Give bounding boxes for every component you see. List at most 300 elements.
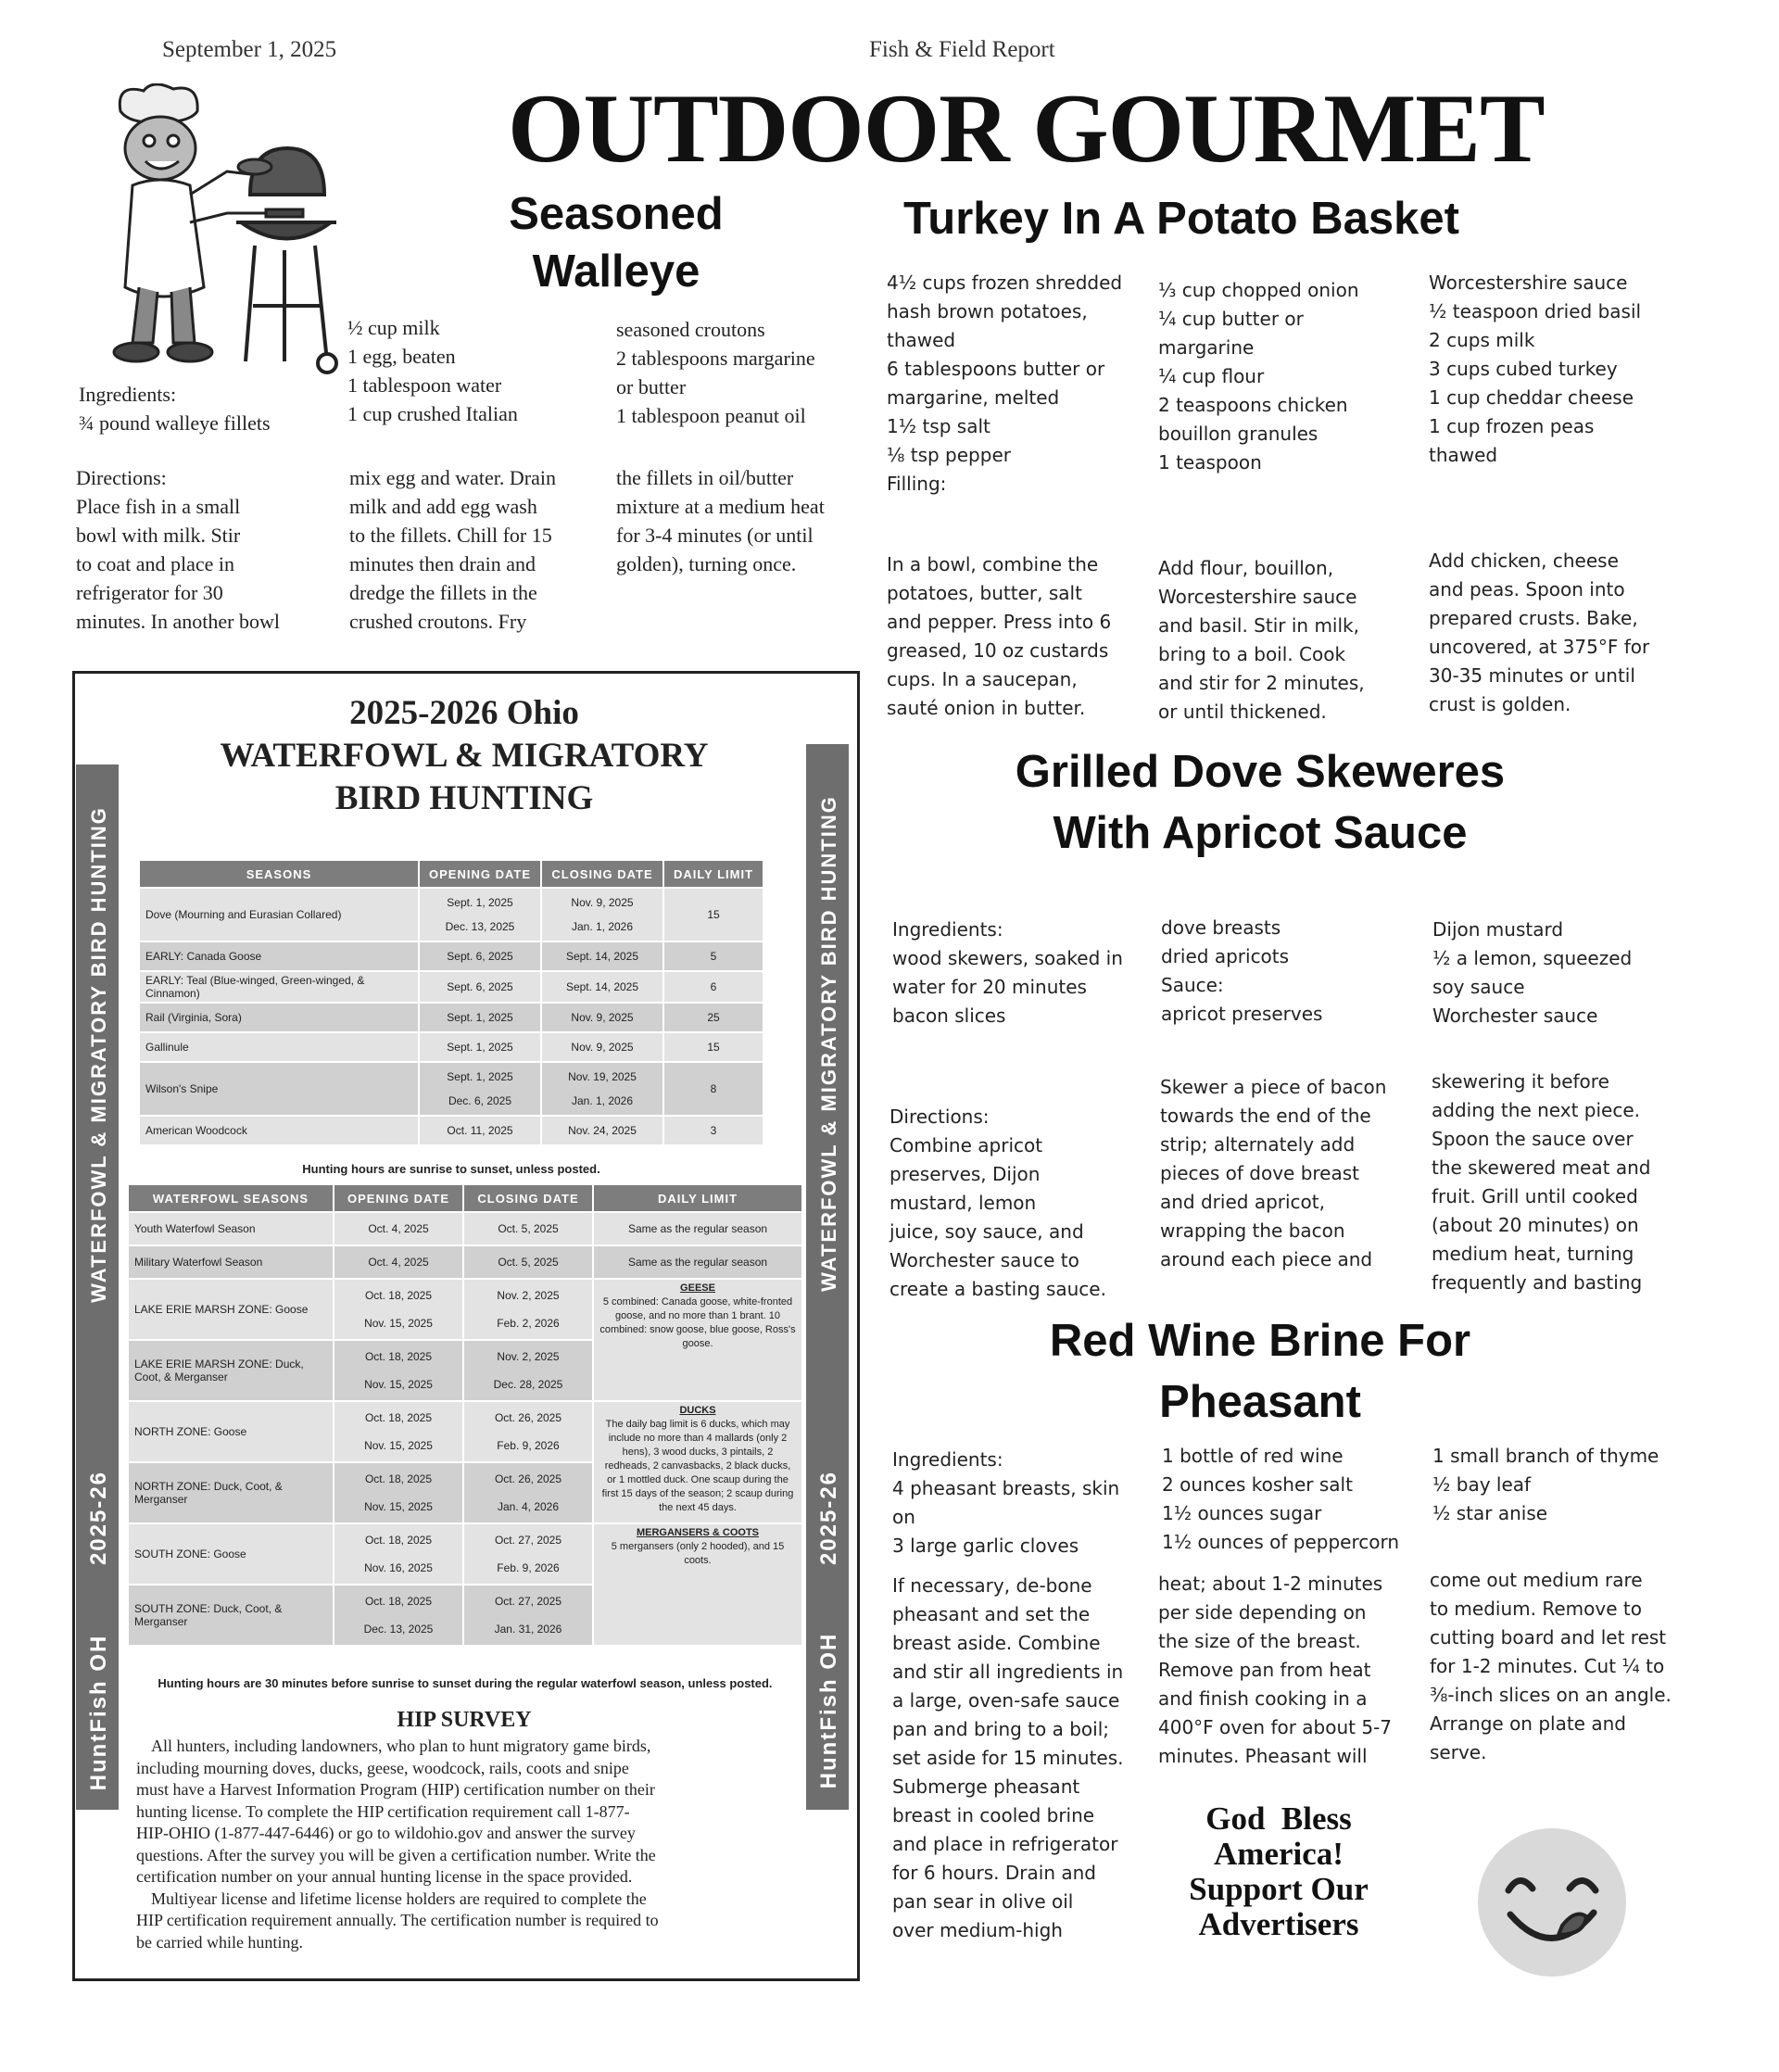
closing-date [541,1003,663,1032]
date-line: Oct. 11, 2025 [447,1124,513,1137]
pheasant-directions-col2 [1158,1570,1392,1771]
closing-date [541,1062,663,1116]
table-note: Hunting hours are 30 minutes before sunrise to sunset during the regular waterfowl season, unless posted. [158,1676,773,1690]
date-line: Sept. 14, 2025 [565,950,639,963]
column-header: SEASONS [139,860,419,888]
table-row [128,1279,802,1340]
direction-line: fruit. Grill until cooked [1432,1185,1638,1207]
section-name: Fish & Field Report [869,37,1055,62]
direction-line: milk and add egg wash [349,495,537,518]
turkey-title: Turkey In A Potato Basket [903,194,1459,244]
notice-line: Advertisers [1198,1906,1359,1942]
direction-line: ⅜-inch slices on an angle. [1430,1684,1672,1706]
column-header: OPENING DATE [334,1184,463,1212]
dove-title-line: With Apricot Sauce [1053,808,1468,858]
date-line: Feb. 2, 2026 [497,1317,560,1330]
date-line: Nov. 15, 2025 [364,1439,433,1452]
grill-icon [236,148,336,373]
dove-ingredients-col1 [892,916,1123,1030]
daily-limit: 15 [663,1032,763,1062]
date-line: Sept. 6, 2025 [447,980,513,993]
direction-line: mustard, lemon [890,1192,1037,1214]
direction-line: mixture at a medium heat [616,495,825,518]
date-line: Oct. 5, 2025 [498,1256,559,1269]
direction-line: to coat and place in [76,552,235,575]
ingredient-line: 1½ ounces sugar [1162,1502,1322,1524]
ingredients-label: Ingredients: [79,383,177,406]
daily-limit: 25 [663,1003,763,1032]
direction-line: a large, oven-safe sauce [892,1689,1120,1712]
left-side-band [76,764,119,1810]
ingredient-line: 1 cup cheddar cheese [1429,386,1634,409]
date-line: Jan. 4, 2026 [497,1500,560,1513]
ingredient-line: 1 cup frozen peas [1429,415,1595,437]
ingredient-line: ½ a lemon, squeezed [1432,947,1633,969]
direction-line: Worcestershire sauce [1158,586,1357,608]
season-name: Wilson's Snipe [139,1062,419,1116]
ingredient-line: Ingredients: [892,1448,1003,1471]
table-row [139,1062,763,1116]
ingredient-line: margarine [1158,336,1255,359]
date-line: Nov. 15, 2025 [364,1500,433,1513]
dove-ingredients-col2 [1161,914,1322,1029]
closing-date [463,1340,593,1401]
direction-line: and finish cooking in a [1158,1687,1368,1710]
opening-date [419,1003,541,1032]
direction-line: the skewered meat and [1432,1156,1651,1179]
direction-line: preserves, Dijon [890,1163,1041,1185]
hip-line: certification number on your annual hunting license in the space provided. [136,1867,633,1886]
dove-directions-col3 [1432,1068,1650,1297]
date-line: Oct. 26, 2025 [494,1411,562,1424]
walleye-directions-col3 [616,463,825,578]
walleye-directions-col1 [76,463,280,636]
yum-face-icon [1473,1824,1631,1981]
daily-limit [593,1279,802,1401]
opening-date [419,941,541,971]
direction-line: pieces of dove breast [1160,1162,1359,1184]
direction-line: Skewer a piece of bacon [1160,1076,1387,1098]
date-line: Jan. 1, 2026 [571,1094,634,1107]
direction-line: In a bowl, combine the [887,553,1099,575]
closing-date [541,1116,663,1145]
closing-date [463,1245,593,1279]
date-line: Oct. 18, 2025 [364,1350,433,1363]
walleye-title-line: Walleye [532,246,700,297]
direction-line: and stir all ingredients in [892,1661,1124,1683]
direction-line: cutting board and let rest [1430,1626,1667,1649]
closing-date [463,1462,593,1523]
direction-line: uncovered, at 375°F for [1429,636,1650,658]
direction-line: to the fillets. Chill for 15 [349,524,552,547]
date-line: Jan. 31, 2026 [494,1623,562,1636]
direction-line: 30-35 minutes or until [1429,664,1635,687]
direction-line: pheasant and set the [892,1603,1091,1625]
direction-line: and place in refrigerator [892,1833,1118,1855]
ingredient-line: hash brown potatoes, [887,300,1088,322]
direction-line: breast aside. Combine [892,1632,1101,1654]
walleye-ingredients-col1 [79,380,271,437]
season-name: Rail (Virginia, Sora) [139,1003,419,1032]
direction-line: skewering it before [1432,1070,1609,1093]
direction-line: Add flour, bouillon, [1158,557,1334,579]
limit-heading: GEESE [680,1282,715,1294]
date-line: Dec. 13, 2025 [445,920,515,933]
date-line: Oct. 4, 2025 [368,1256,429,1269]
ingredient-line: Sauce: [1161,974,1224,996]
hip-survey-text [136,1736,803,1953]
walleye-title [459,185,774,300]
limit-heading: DUCKS [679,1405,716,1416]
date-line: Nov. 24, 2025 [568,1124,637,1137]
side-band-text: WATERFOWL & MIGRATORY BIRD HUNTING [87,806,110,1303]
season-name: Youth Waterfowl Season [128,1212,334,1245]
daily-limit: Same as the regular season [593,1212,802,1245]
ingredient-line: 6 tablespoons butter or [887,358,1105,380]
opening-date [334,1523,463,1585]
date-line: Feb. 9, 2026 [497,1561,560,1574]
daily-limit [593,1401,802,1523]
direction-line: and dried apricot, [1160,1191,1325,1213]
direction-line: or until thickened. [1158,701,1327,723]
closing-date [541,971,663,1003]
opening-date [334,1401,463,1462]
ingredient-line: wood skewers, soaked in [892,947,1123,969]
hip-line: including mourning doves, ducks, geese, woodcock, rails, coots and snipe [136,1758,629,1777]
direction-line: around each piece and [1160,1248,1373,1270]
ingredient-line: dove breasts [1161,916,1281,939]
hip-line: Multiyear license and lifetime license holders are required to complete the [151,1889,647,1908]
side-band-text: WATERFOWL & MIGRATORY BIRD HUNTING [817,795,840,1292]
direction-line: minutes then drain and [349,552,536,575]
date-line: Nov. 2, 2025 [497,1289,560,1302]
date-line: Dec. 6, 2025 [448,1094,512,1107]
direction-line: and stir for 2 minutes, [1158,672,1365,694]
ingredient-line: 1½ ounces of peppercorn [1162,1531,1400,1553]
pheasant-title [890,1310,1631,1433]
direction-line: sauté onion in butter. [887,697,1086,719]
date-line: Jan. 1, 2026 [571,920,634,933]
direction-line: towards the end of the [1160,1105,1371,1127]
opening-date [334,1245,463,1279]
direction-line: Combine apricot [890,1134,1043,1156]
dove-title-line: Grilled Dove Skeweres [1015,747,1506,797]
date-line: Nov. 19, 2025 [568,1070,637,1083]
dove-ingredients-col3 [1432,916,1632,1030]
opening-date [419,971,541,1003]
waterfowl-hunting-box [72,671,860,1981]
pheasant-ingredients-col3 [1432,1442,1659,1528]
ingredient-line: Filling: [887,473,947,495]
direction-line: and peas. Spoon into [1429,578,1625,600]
opening-date [334,1585,463,1646]
date-line: Oct. 5, 2025 [498,1222,559,1235]
dove-title [890,741,1631,864]
ingredient-line: Worcestershire sauce [1429,272,1628,294]
ingredient-line: thawed [887,329,956,351]
walleye-ingredients-col3 [616,315,815,430]
side-band-year: 2025-26 [816,1470,841,1566]
closing-date [463,1279,593,1340]
table-row [128,1401,802,1462]
date-line: Nov. 2, 2025 [497,1350,560,1363]
ingredient-line: apricot preserves [1161,1003,1323,1025]
ingredient-line: ¾ pound walleye fillets [79,411,271,435]
ingredient-line: on [892,1506,915,1528]
ingredient-line: 1 tablespoon peanut oil [616,404,806,427]
ingredient-line: 1 egg, beaten [347,345,456,368]
date-line: Oct. 18, 2025 [364,1595,433,1608]
ingredient-line: Dijon mustard [1432,918,1564,941]
ingredient-line: 1 cup crushed Italian [347,402,518,425]
table-row [128,1212,802,1245]
notice-line: America! [1214,1836,1344,1872]
turkey-directions-col2 [1158,554,1365,726]
limit-text: 5 combined: Canada goose, white-fronted goose, and no more than 1 brant. 10 combined: snow goose, blue goose, Ross's goose. [599,1296,796,1349]
hip-line: HIP certification requirement annually. The certification number is required to [136,1911,659,1929]
direction-line: pan sear in olive oil [892,1890,1074,1913]
opening-date [334,1462,463,1523]
limit-text: The daily bag limit is 6 ducks, which may include no more than 4 mallards (only 2 hens), 3 wood ducks, 3 pintails, 2 redheads, 2 canvasbacks, 2 black ducks, or 1 mottled duck. One scaup during the first 15 days of the season; 2 scaup during the next 45 days. [601,1419,794,1513]
date-line: Oct. 27, 2025 [494,1534,562,1547]
opening-date [419,1062,541,1116]
migratory-seasons-table [138,859,764,1146]
daily-limit: 15 [663,888,763,941]
ingredient-line: soy sauce [1432,976,1525,998]
ingredient-line: 1 small branch of thyme [1432,1445,1659,1467]
ingredient-line: Ingredients: [892,918,1003,941]
direction-line: for 6 hours. Drain and [892,1862,1096,1884]
ingredient-line: 1 bottle of red wine [1162,1445,1344,1467]
column-header: DAILY LIMIT [593,1184,802,1212]
direction-line: bowl with milk. Stir [76,524,241,547]
date-line: Nov. 9, 2025 [571,896,634,909]
pheasant-directions-col1 [892,1572,1124,1945]
turkey-ingredients-col2 [1158,276,1359,477]
column-header: WATERFOWL SEASONS [128,1184,334,1212]
direction-line: crust is golden. [1429,693,1571,715]
closing-date [463,1401,593,1462]
dove-directions-col2 [1160,1073,1386,1274]
side-band-brand: HuntFish OH [86,1634,111,1791]
date-line: Sept. 1, 2025 [447,896,513,909]
date-line: Nov. 9, 2025 [571,1041,634,1054]
ingredient-line: 4 pheasant breasts, skin [892,1477,1120,1499]
direction-line: wrapping the bacon [1160,1219,1345,1242]
direction-line: heat; about 1-2 minutes [1158,1573,1383,1595]
direction-line: Spoon the sauce over [1432,1128,1634,1150]
direction-line: and pepper. Press into 6 [887,611,1112,633]
direction-line: Worchester sauce to [890,1249,1079,1271]
season-name: SOUTH ZONE: Goose [128,1523,334,1585]
date-line: Nov. 16, 2025 [364,1561,433,1574]
ingredient-line: 2 ounces kosher salt [1162,1473,1353,1496]
hip-line: hunting license. To complete the HIP certification requirement call 1-877- [136,1801,630,1821]
closing-date [463,1585,593,1646]
direction-line: Directions: [890,1105,990,1128]
direction-line: cups. In a saucepan, [887,668,1078,690]
direction-line: (about 20 minutes) on [1432,1214,1639,1236]
hunt-title-line: BIRD HUNTING [334,779,594,817]
direction-line: minutes. Pheasant will [1158,1745,1368,1767]
limit-text: 5 mergansers (only 2 hooded), and 15 coots. [611,1541,785,1566]
direction-line: to medium. Remove to [1430,1598,1642,1620]
pheasant-title-line: Red Wine Brine For [1049,1316,1471,1366]
direction-line: greased, 10 oz custards [887,639,1109,662]
date-line: Sept. 1, 2025 [447,1011,513,1024]
notice-line: Support Our [1189,1871,1369,1907]
season-name: Gallinule [139,1032,419,1062]
direction-line: Arrange on plate and [1430,1712,1626,1735]
turkey-ingredients-col1 [887,269,1122,499]
direction-line: Remove pan from heat [1158,1659,1371,1681]
season-name: NORTH ZONE: Duck, Coot, & Merganser [128,1462,334,1523]
ingredient-line: water for 20 minutes [892,976,1087,998]
closing-date [541,1032,663,1062]
season-name: LAKE ERIE MARSH ZONE: Duck, Coot, & Merganser [128,1340,334,1401]
date-line: Oct. 18, 2025 [364,1289,433,1302]
side-band-brand: HuntFish OH [816,1632,841,1789]
season-name: EARLY: Canada Goose [139,941,419,971]
ingredient-line: thawed [1429,444,1498,466]
ingredient-line: dried apricots [1161,945,1290,967]
direction-line: dredge the fillets in the [349,581,537,604]
table-row [128,1245,802,1279]
table-header-row [128,1184,802,1212]
closing-date [541,941,663,971]
right-side-band [806,744,849,1810]
season-name: LAKE ERIE MARSH ZONE: Goose [128,1279,334,1340]
issue-date: September 1, 2025 [162,37,337,62]
daily-limit: 8 [663,1062,763,1116]
direction-line: Add chicken, cheese [1429,550,1619,572]
date-line: Oct. 18, 2025 [364,1534,433,1547]
season-name: SOUTH ZONE: Duck, Coot, & Merganser [128,1585,334,1646]
table-header-row [139,860,763,888]
direction-line: Submerge pheasant [892,1775,1080,1798]
ingredient-line: 2 teaspoons chicken [1158,394,1348,416]
date-line: Oct. 26, 2025 [494,1472,562,1485]
season-name: Military Waterfowl Season [128,1245,334,1279]
pheasant-title-line: Pheasant [1159,1377,1361,1427]
opening-date [419,1116,541,1145]
waterfowl-seasons-table [127,1183,803,1647]
ingredient-line: ½ teaspoon dried basil [1429,300,1642,322]
date-line: Sept. 14, 2025 [565,980,639,993]
direction-line: adding the next piece. [1432,1099,1640,1121]
god-bless-notice [1154,1801,1404,1942]
column-header: CLOSING DATE [541,860,663,888]
date-line: Nov. 15, 2025 [364,1317,433,1330]
directions-label: Directions: [76,466,167,489]
date-line: Dec. 28, 2025 [493,1378,563,1391]
page-title: OUTDOOR GOURMET [508,74,1545,183]
ingredient-line: seasoned croutons [616,318,765,341]
direction-line: prepared crusts. Bake, [1429,607,1638,629]
direction-line: 400°F oven for about 5-7 [1158,1716,1393,1738]
column-header: DAILY LIMIT [663,860,763,888]
date-line: Oct. 18, 2025 [364,1472,433,1485]
hip-line: HIP-OHIO (1-877-447-6446) or go to wildohio.gov and answer the survey [136,1824,636,1842]
ingredient-line: bacon slices [892,1004,1006,1027]
direction-line: minutes. In another bowl [76,610,280,633]
date-line: Feb. 9, 2026 [497,1439,560,1452]
column-header: CLOSING DATE [463,1184,593,1212]
date-line: Sept. 1, 2025 [447,1041,513,1054]
column-header: OPENING DATE [419,860,541,888]
direction-line: over medium-high [892,1919,1063,1941]
table-row [139,1116,763,1145]
date-line: Sept. 6, 2025 [447,950,513,963]
table-row [139,971,763,1003]
season-name: EARLY: Teal (Blue-winged, Green-winged, & Cinnamon) [139,971,419,1003]
direction-line: create a basting sauce. [890,1278,1106,1300]
ingredient-line: Worchester sauce [1432,1004,1598,1027]
ingredient-line: 1 teaspoon [1158,451,1262,474]
pheasant-ingredients-col2 [1162,1442,1399,1557]
opening-date [334,1279,463,1340]
ingredient-line: ¼ cup flour [1158,365,1265,387]
hip-line: be carried while hunting. [136,1932,303,1952]
hunt-title [121,692,807,820]
direction-line: serve. [1430,1741,1487,1763]
dove-directions-col1 [890,1103,1106,1304]
direction-line: crushed croutons. Fry [349,610,527,633]
date-line: Dec. 13, 2025 [363,1623,434,1636]
limit-heading: MERGANSERS & COOTS [636,1527,759,1538]
ingredient-line: bouillon granules [1158,423,1318,445]
table-row [139,941,763,971]
hip-line: questions. After the survey you will be given a certification number. Write the [136,1845,656,1864]
chef-grilling-illustration [88,83,343,385]
direction-line: the size of the breast. [1158,1630,1361,1652]
direction-line: potatoes, butter, salt [887,582,1082,604]
pheasant-ingredients-col1 [892,1446,1119,1560]
direction-line: bring to a boil. Cook [1158,643,1346,665]
closing-date [463,1212,593,1245]
table-row [139,1032,763,1062]
hip-line: All hunters, including landowners, who plan to hunt migratory game birds, [151,1737,651,1755]
direction-line: juice, soy sauce, and [890,1220,1084,1243]
hunt-title-line: 2025-2026 Ohio [349,694,579,732]
ingredient-line: ½ star anise [1432,1502,1548,1524]
ingredient-line: ⅓ cup chopped onion [1158,279,1359,301]
table-row [128,1523,802,1585]
ingredient-line: 3 cups cubed turkey [1429,358,1618,380]
hunt-title-line: WATERFOWL & MIGRATORY [220,737,709,775]
date-line: Oct. 4, 2025 [368,1222,429,1235]
opening-date [419,1032,541,1062]
table-row [139,888,763,941]
ingredient-line: 2 tablespoons margarine [616,347,815,370]
turkey-ingredients-col3 [1429,269,1641,470]
daily-limit: 3 [663,1116,763,1145]
hip-line: must have a Harvest Information Program (HIP) certification number on their [136,1780,655,1799]
notice-line: God Bless [1205,1800,1352,1837]
direction-line: breast in cooled brine [892,1804,1095,1826]
direction-line: come out medium rare [1430,1569,1643,1591]
date-line: Sept. 1, 2025 [447,1070,513,1083]
direction-line: set aside for 15 minutes. [892,1747,1124,1769]
season-name: Dove (Mourning and Eurasian Collared) [139,888,419,941]
direction-line: mix egg and water. Drain [349,466,556,489]
date-line: Nov. 9, 2025 [571,1011,634,1024]
hip-survey-title: HIP SURVEY [397,1708,532,1732]
direction-line: refrigerator for 30 [76,581,223,604]
opening-date [334,1212,463,1245]
table-row [139,1003,763,1032]
ingredient-line: ¼ cup butter or [1158,308,1304,330]
